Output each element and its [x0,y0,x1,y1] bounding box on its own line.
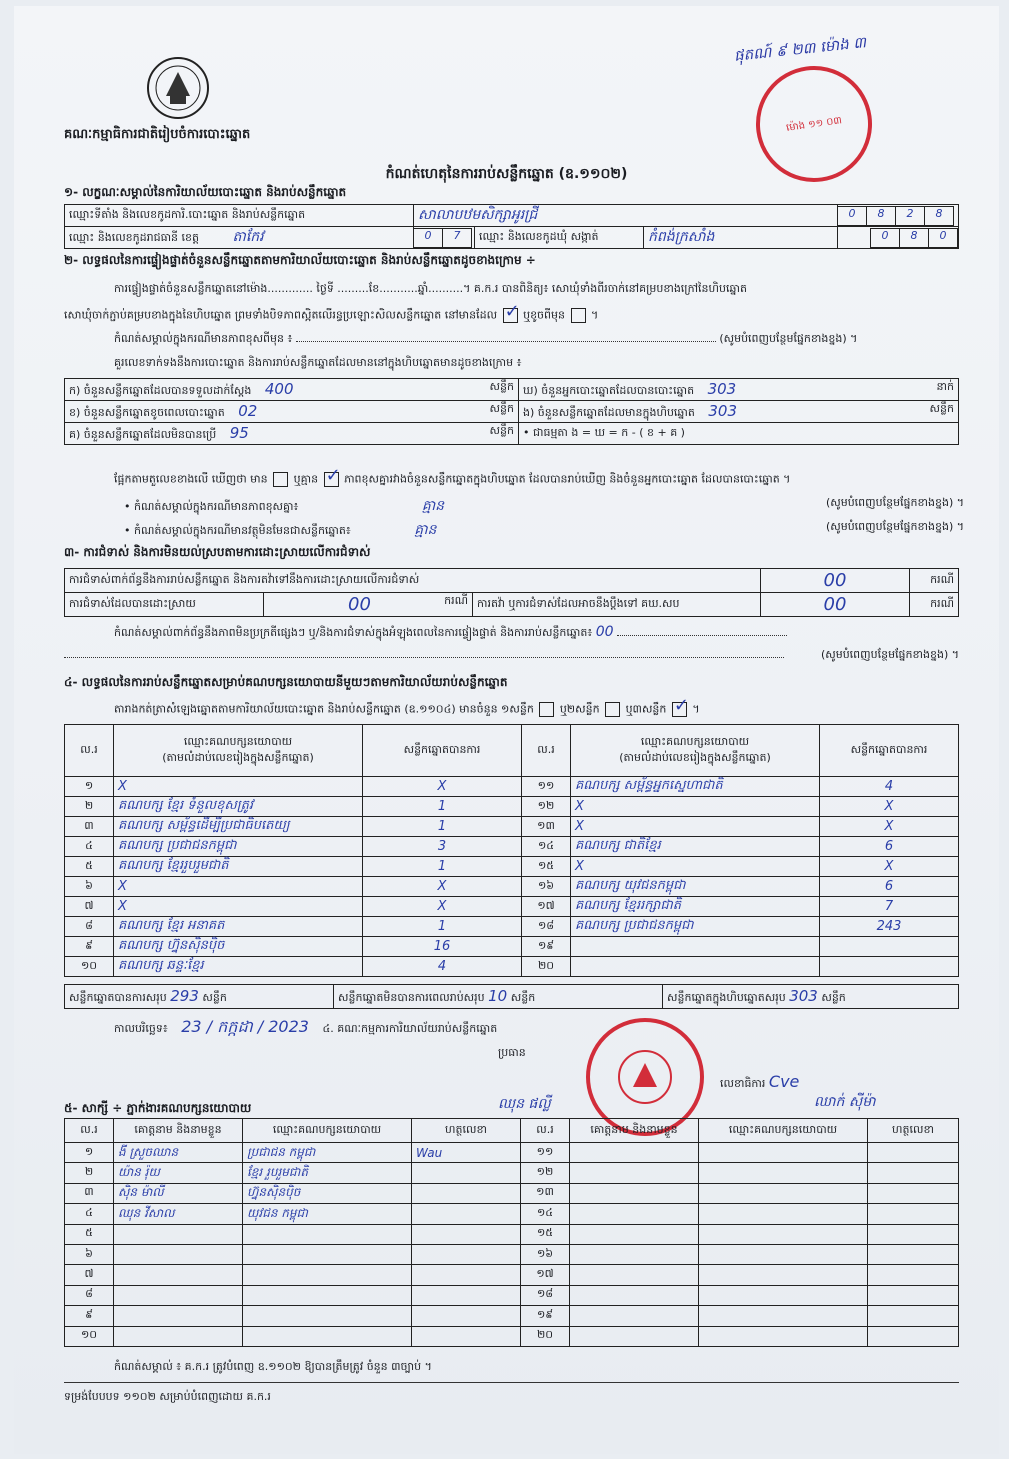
sheet3-checkbox[interactable]: ✓ [673,695,689,716]
count-k: ក) ចំនួនសន្លឹកឆ្នោតដែលបានទទួលដាក់ស្តែង 400 សន្លឹក [65,379,519,401]
objections-table: ការជំទាស់ពាក់ព័ន្ធនឹងការរាប់សន្លឹកឆ្នោត និងការតវ៉ាទៅនឹងការដោះស្រាយលើការជំទាស់ 00 ករណី ការជំទាស់ដែលបានដោះស្រាយ 00 ករណី ការតវ៉ា ឬការជំទាស់ដែលអាចនឹងប្តឹងទៅ គឃ.សប 00 ករណី [64,568,959,617]
chair-label: ប្រធាន [498,1046,526,1059]
col-party-right: ឈ្មោះគណបក្សនយោបាយ (តាមលំដាប់លេខរៀងក្នុងសន្លឹកឆ្នោត) [571,725,820,777]
row-no: ១៩ [521,1306,570,1326]
s4-intro: តារាងកត់ត្រាសំឡេងឆ្នោតតាមការិយាល័យបោះឆ្នោត និងរាប់សន្លឹកឆ្នោត (ឧ.១១០៤) មានចំនួន ១សន្លឹក ឬ២សន្លឹក ឬ៣សន្លឹក ✓ ។ [114,695,700,716]
row-no: ២០ [521,1326,570,1346]
witness-party [699,1265,868,1285]
witness-party [243,1326,412,1346]
sheet2-checkbox[interactable] [605,702,620,717]
row-no: ១១ [522,777,571,797]
date-line: កាលបរិច្ឆេទ៖ 23 / កក្កដា / 2023 ៤. គណៈកម្មការការិយាល័យរាប់សន្លឹកឆ្នោត [114,1017,498,1036]
party-name: X [114,777,363,797]
count-g: គ) ចំនួនសន្លឹកឆ្នោតដែលមិនបានប្រើ 95 សន្លឹក [65,423,519,445]
witness-party [699,1163,868,1183]
witness-table [64,1118,959,1347]
commune-value: កំពង់ក្រសាំង [644,227,838,249]
secretary-label: លេខាធិការ Cve [720,1072,800,1091]
party-name: គណបក្ស ឆន្ទៈខ្មែរ [114,957,363,977]
w-col-sign: ហត្ថលេខា [412,1119,521,1143]
witness-signature [412,1285,521,1305]
row-no: ១៨ [521,1285,570,1305]
section1-table [64,204,959,249]
witness-row [65,1306,959,1326]
section2-title: ២- លទ្ធផលនៃការផ្ទៀងផ្ទាត់ចំនួនសន្លឹកឆ្នោតតាមការិយាល័យបោះឆ្នោត និងរាប់សន្លឹកឆ្នោតដូចខាងក្រោម ÷ [64,253,536,267]
witness-name [114,1326,243,1346]
row-no: ២ [65,1163,114,1183]
secretary-name: ឈាក់ ស៊ីម៉ា [814,1094,876,1110]
results-row [65,797,959,817]
witness-name [114,1224,243,1244]
nec-emblem [146,56,210,120]
witness-signature [412,1183,521,1203]
witness-row [65,1265,959,1285]
party-name: X [114,897,363,917]
province-value: តាកែវ [232,229,264,245]
vote-count: 3 [363,837,522,857]
province-code: 0 7 [414,227,475,249]
seal-broken-checkbox[interactable] [571,308,586,323]
witness-row [65,1285,959,1305]
witness-signature [868,1285,959,1305]
witness-row [65,1204,959,1224]
corner-handwriting: ផុតណ៍ ៩ ២៣ ម៉ោង ៣ [733,33,867,65]
witness-name [570,1306,699,1326]
objection-r2-value2: 00 [761,593,910,617]
witness-row [65,1326,959,1346]
row-no: ៧ [65,1265,114,1285]
witness-party [243,1224,412,1244]
witness-name: ងី ស្រួចឈាន [114,1143,243,1163]
witness-name: ស៊ិន ម៉ាលី [114,1183,243,1203]
party-name: គណបក្ស ហ្វ៊ុនស៊ិនប៉ិច [114,937,363,957]
party-name: គណបក្ស សម្ព័ន្ធដើម្បីប្រជាធិបតេយ្យ [114,817,363,837]
row-no: ២០ [522,957,571,977]
row-no: ១៦ [521,1244,570,1264]
party-name: គណបក្ស ខ្មែររក្សាជាតិ [571,897,820,917]
s2-bullet1: • កំណត់សម្គាល់ក្នុងករណីមានភាពខុសគ្នា៖ គ្មាន (សូមបំពេញបន្ថែមផ្នែកខាងខ្នង) ។ [124,496,964,514]
witness-signature [412,1244,521,1264]
row-no: ៤ [65,837,114,857]
row-no: ៩ [65,937,114,957]
row-no: ១៤ [522,837,571,857]
results-row [65,857,959,877]
witness-signature [868,1204,959,1224]
row-no: ៣ [65,817,114,837]
party-name: គណបក្ស ខ្មែរ ទំនួលខុសត្រូវ [114,797,363,817]
row-no: ១៨ [522,917,571,937]
row-no: ១១ [521,1143,570,1163]
witness-name [570,1163,699,1183]
count-ng: ឃ) ចំនួនអ្នកបោះឆ្នោតដែលបានបោះឆ្នោត 303 នាក់ [519,379,959,401]
s3-note-line2: (សូមបំពេញបន្ថែមផ្នែកខាងខ្នង) ។ [64,648,959,664]
witness-signature [868,1244,959,1264]
party-name: X [571,857,820,877]
total-invalid: សន្លឹកឆ្នោតមិនបានការពេលរាប់សរុប 10 សន្លឹក [334,985,663,1009]
witness-party [243,1285,412,1305]
row-no: ១៤ [521,1204,570,1224]
vote-count [820,957,959,977]
s2-line2: សោឃុំចាក់ភ្ជាប់គម្របខាងក្នុងនៃហិបឆ្នោត ព្រមទាំងបិទភាពស្អិតលើរន្ធប្រឡោះសិលសន្លឹកឆ្នោត នៅមានដែល ✓ ឬខូចពីមុន ។ [64,301,599,322]
row-no: ៦ [65,877,114,897]
w-col-name-right: គោត្តនាម និងនាមខ្លួន [570,1119,699,1143]
party-name: គណបក្ស យុវជនកម្ពុជា [571,877,820,897]
row-no: ១២ [522,797,571,817]
results-row [65,957,959,977]
w-col-no-right: ល.រ [521,1119,570,1143]
witness-party: យុវជន កម្ពុជា [243,1204,412,1224]
diff-no-checkbox[interactable]: ✓ [325,465,341,486]
witness-party [699,1204,868,1224]
objection-r2-label2: ការតវ៉ា ឬការជំទាស់ដែលអាចនឹងប្តឹងទៅ គឃ.សប [473,593,761,617]
vote-count: 1 [363,857,522,877]
province-label: ឈ្មោះ និងលេខកូដរាជធានី ខេត្ត តាកែវ [65,227,414,249]
party-name [571,937,820,957]
vote-count: X [363,777,522,797]
w-col-party: ឈ្មោះគណបក្សនយោបាយ [243,1119,412,1143]
row-no: ១៧ [522,897,571,917]
col-no-right: ល.រ [522,725,571,777]
row-no: ២ [65,797,114,817]
w-col-no: ល.រ [65,1119,114,1143]
s2-line1: ការផ្ទៀងផ្ទាត់ចំនួនសន្លឹកឆ្នោតនៅម៉ោង............. ថ្ងៃទី .........ខែ...........ឆ្នាំ..........។ គ.ក.រ បានពិនិត្យ៖ សោឃុំទាំងពីរចាក់នៅគម្របខាងក្រៅនៃហិបឆ្នោត [114,282,747,295]
s2-bullet2: • កំណត់សម្គាល់ក្នុងករណីមានវត្ថុមិនមែនជាសន្លឹកឆ្នោត៖ គ្មាន (សូមបំពេញបន្ថែមផ្នែកខាងខ្នង) ។ [124,520,964,538]
witness-name [570,1183,699,1203]
witness-party: ហ្វ៊ុនស៊ិនប៉ិច [243,1183,412,1203]
vote-count: 4 [820,777,959,797]
row-no: ៥ [65,1224,114,1244]
vote-count: X [820,817,959,837]
row-no: ១៥ [521,1224,570,1244]
witness-signature [412,1163,521,1183]
vote-count [820,937,959,957]
witness-party [243,1244,412,1264]
vote-count: 6 [820,837,959,857]
witness-signature [412,1204,521,1224]
party-name: គណបក្ស ជាតិខ្មែរ [571,837,820,857]
witness-party [243,1306,412,1326]
witness-signature [868,1265,959,1285]
objection-r1-label: ការជំទាស់ពាក់ព័ន្ធនឹងការរាប់សន្លឹកឆ្នោត និងការតវ៉ាទៅនឹងការដោះស្រាយលើការជំទាស់ [65,569,761,593]
row-no: ១ [65,1143,114,1163]
results-row [65,917,959,937]
count-kh: ខ) ចំនួនសន្លឹកឆ្នោតខូចពេលបោះឆ្នោត 02 សន្លឹក [65,401,519,423]
corner-seal: ម៉ោង ១១ ០៣ [748,58,879,189]
objection-r1-value: 00 [761,569,910,593]
party-name: គណបក្ស ប្រជាជនកម្ពុជា [571,917,820,937]
row-no: ៦ [65,1244,114,1264]
objection-r2-value-cell: 00 ករណី [264,593,473,617]
diff-yes-checkbox[interactable] [273,472,288,487]
witness-row [65,1224,959,1244]
vote-count: 1 [363,817,522,837]
vote-count: 1 [363,797,522,817]
vote-count: 16 [363,937,522,957]
witness-name [570,1224,699,1244]
witness-party: ប្រជាជន កម្ពុជា [243,1143,412,1163]
s2-line4: ផ្អែកតាមតួលេខខាងលើ ឃើញថា មាន ឬគ្មាន ✓ ភាពខុសគ្នារវាងចំនួនសន្លឹកឆ្នោតក្នុងហិបឆ្នោត ដែលបានរាប់ឃើញ និងចំនួនអ្នកបោះឆ្នោត ដែលបានបោះឆ្នោត ។ [114,465,791,486]
witness-name [570,1244,699,1264]
row-no: ១០ [65,957,114,977]
commune-code: 0 8 0 [838,227,959,249]
s3-note: កំណត់សម្គាល់ពាក់ព័ន្ធនឹងភាពមិនប្រក្រតីផ្សេងៗ ឬ/និងការជំទាស់ក្នុងអំឡុងពេលនៃការផ្ទៀងផ្ទាត់ និងការរាប់សន្លឹកឆ្នោត៖ 00 [114,624,974,642]
section4-title: ៤- លទ្ធផលនៃការរាប់សន្លឹកឆ្នោតសម្រាប់គណបក្សនយោបាយនីមួយៗតាមការិយាល័យរាប់សន្លឹកឆ្នោត [64,675,508,689]
totals-table [64,984,959,1009]
objection-r1-unit: ករណី [910,569,959,593]
witness-party [243,1265,412,1285]
row-no: ១៣ [521,1183,570,1203]
row-no: ១៩ [522,937,571,957]
row-no: ១ [65,777,114,797]
location-label: ឈ្មោះទីតាំង និងលេខកូដការិ.បោះឆ្នោត និងរាប់សន្លឹកឆ្នោត [65,205,414,227]
witness-name [570,1204,699,1224]
witness-row [65,1143,959,1163]
party-name: គណបក្ស ខ្មែរ អនាគត [114,917,363,937]
col-votes-right: សន្លឹកឆ្នោតបានការ [820,725,959,777]
form-title: កំណត់ហេតុនៃការរាប់សន្លឹកឆ្នោត (ឧ.១១០២) [385,166,628,182]
witness-party [699,1244,868,1264]
witness-signature: Wau [412,1143,521,1163]
witness-party [699,1143,868,1163]
row-no: ១៦ [522,877,571,897]
results-table [64,724,959,977]
seal-intact-checkbox[interactable]: ✓ [504,301,520,322]
vote-count: X [820,857,959,877]
party-name: គណបក្ស ប្រជាជនកម្ពុជា [114,837,363,857]
location-value: សាលាបឋមសិក្សាអូរជ្រី [414,205,838,227]
party-name: X [114,877,363,897]
party-name [571,957,820,977]
row-no: ៧ [65,897,114,917]
counts-table [64,378,959,445]
witness-row [65,1163,959,1183]
section3-title: ៣- ការជំទាស់ និងការមិនយល់ស្របតាមការដោះស្រាយលើការជំទាស់ [64,545,371,559]
row-no: ៥ [65,857,114,877]
witness-name [114,1244,243,1264]
witness-party [699,1285,868,1305]
witness-name [570,1265,699,1285]
witness-signature [868,1143,959,1163]
witness-name: យ៉ាន រ៉ុយ [114,1163,243,1183]
results-row [65,817,959,837]
row-no: ៨ [65,1285,114,1305]
objection-r2-label: ការជំទាស់ដែលបានដោះស្រាយ [65,593,264,617]
vote-count: 4 [363,957,522,977]
witness-signature [868,1183,959,1203]
results-row [65,877,959,897]
witness-signature [412,1224,521,1244]
sheet1-checkbox[interactable] [539,702,554,717]
total-box: សន្លឹកឆ្នោតក្នុងហិបឆ្នោតសរុប 303 សន្លឹក [663,985,959,1009]
vote-count: 7 [820,897,959,917]
formula: • ជាធម្មតា ង = ឃ = ក - ( ខ + គ ) [519,423,959,445]
witness-signature [868,1306,959,1326]
results-row [65,777,959,797]
witness-row [65,1183,959,1203]
vote-count: X [363,877,522,897]
footer-bottom: ទម្រង់បែបបទ ១១០២ សម្រាប់បំពេញដោយ គ.ក.រ [64,1390,271,1403]
footer-note: កំណត់សម្គាល់ ៖ គ.ក.រ ត្រូវបំពេញ ឧ.១១០២ ឱ្យបានត្រឹមត្រូវ ចំនួន ៣ច្បាប់ ។ [114,1360,432,1373]
party-name: គណបក្ស ខ្មែររួបរួមជាតិ [114,857,363,877]
witness-party [699,1183,868,1203]
row-no: ១២ [521,1163,570,1183]
party-name: X [571,797,820,817]
witness-signature [412,1265,521,1285]
vote-count: 243 [820,917,959,937]
col-no: ល.រ [65,725,114,777]
row-no: ១៥ [522,857,571,877]
party-name: គណបក្ស សម្ព័ន្ធអ្នកស្នេហាជាតិ [571,777,820,797]
form-page [14,6,999,1454]
footer-rule [64,1382,959,1383]
witness-party: ខ្មែរ រួបរួមជាតិ [243,1163,412,1183]
org-name: គណៈកម្មាធិការជាតិរៀបចំការបោះឆ្នោត [64,127,251,142]
witness-signature [868,1224,959,1244]
s2-note1: កំណត់សម្គាល់ក្នុងករណីមានភាពខុសពីមុន ៖ (សូមបំពេញបន្ថែមផ្នែកខាងខ្នង) ។ [114,332,858,345]
w-col-party-right: ឈ្មោះគណបក្សនយោបាយ [699,1119,868,1143]
row-no: ១០ [65,1326,114,1346]
col-party: ឈ្មោះគណបក្សនយោបាយ (តាមលំដាប់លេខរៀងក្នុងសន្លឹកឆ្នោត) [114,725,363,777]
witness-party [699,1224,868,1244]
witness-signature [412,1326,521,1346]
total-valid: សន្លឹកឆ្នោតបានការសរុប 293 សន្លឹក [65,985,334,1009]
commune-label: ឈ្មោះ និងលេខកូដឃុំ សង្កាត់ [475,227,644,249]
count-ng2: ង) ចំនួនសន្លឹកឆ្នោតដែលមានក្នុងហិបឆ្នោត 303 សន្លឹក [519,401,959,423]
witness-name [570,1143,699,1163]
witness-signature [868,1163,959,1183]
witness-row [65,1244,959,1264]
witness-name [570,1326,699,1346]
vote-count: 1 [363,917,522,937]
col-votes: សន្លឹកឆ្នោតបានការ [363,725,522,777]
row-no: ១៧ [521,1265,570,1285]
witness-name: ឈុន វីសាល [114,1204,243,1224]
witness-signature [868,1326,959,1346]
vote-count: X [363,897,522,917]
results-row [65,837,959,857]
s2-line3: គួរលេខទាក់ទងនឹងការបោះឆ្នោត និងការរាប់សន្លឹកឆ្នោតដែលមាននៅក្នុងហិបឆ្នោតមានដូចខាងក្រោម ៖ [114,356,522,369]
witness-party [699,1326,868,1346]
witness-name [570,1285,699,1305]
w-col-name: គោត្តនាម និងនាមខ្លួន [114,1119,243,1143]
vote-count: 6 [820,877,959,897]
row-no: ៤ [65,1204,114,1224]
witness-name [114,1306,243,1326]
w-col-sign-right: ហត្ថលេខា [868,1119,959,1143]
row-no: ៨ [65,917,114,937]
party-name: X [571,817,820,837]
row-no: ៣ [65,1183,114,1203]
vote-count: X [820,797,959,817]
section1-title: ១- លក្ខណៈសម្គាល់នៃការិយាល័យបោះឆ្នោត និងរាប់សន្លឹកឆ្នោត [64,185,347,199]
witness-name [114,1265,243,1285]
results-row [65,937,959,957]
location-code: 0 8 2 8 [838,205,959,227]
results-row [65,897,959,917]
row-no: ៩ [65,1306,114,1326]
row-no: ១៣ [522,817,571,837]
witness-party [699,1306,868,1326]
witness-name [114,1285,243,1305]
section5-title: ៥- សាក្សី ÷ ភ្នាក់ងារគណបក្សនយោបាយ [64,1101,252,1115]
chair-signature: ឈុន ផល្លី [498,1096,551,1112]
witness-signature [412,1306,521,1326]
